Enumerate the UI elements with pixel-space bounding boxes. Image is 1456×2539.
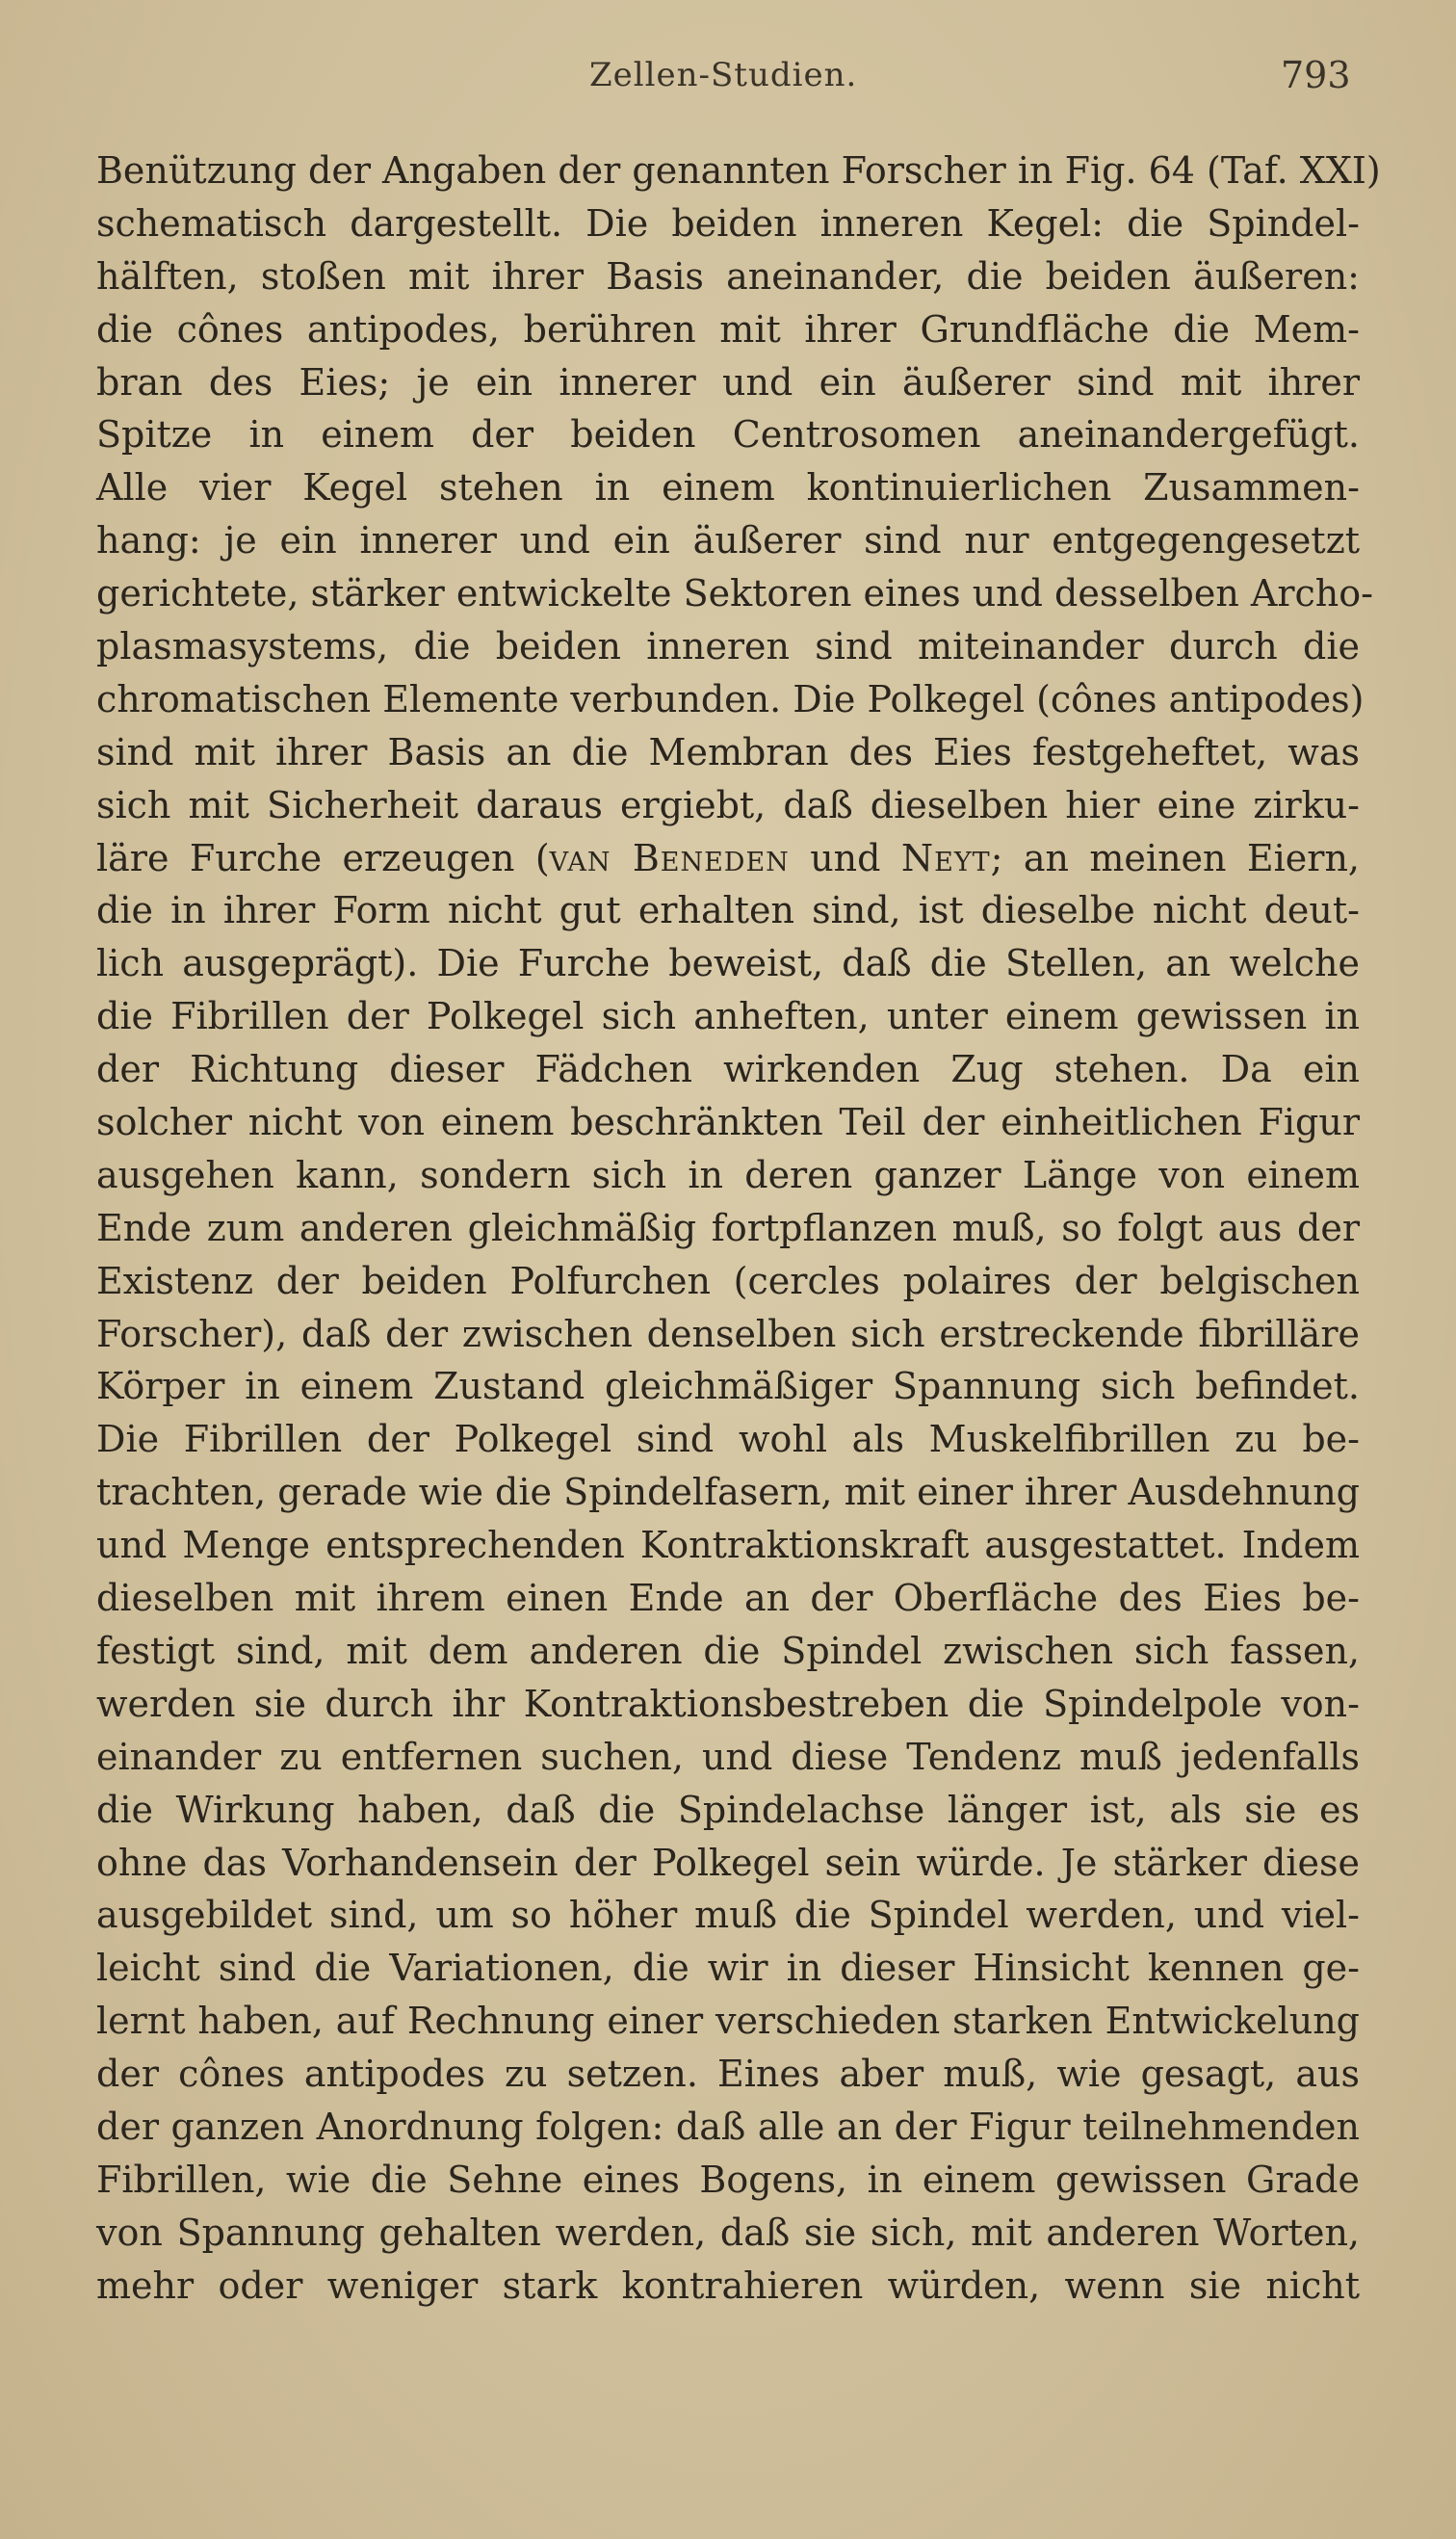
text-line: Die Fibrillen der Polkegel sind wohl als Muskelfibrillen zu be- xyxy=(96,1418,1360,1461)
text-line: bran des Eies; je ein innerer und ein äußerer sind mit ihrer xyxy=(96,360,1360,404)
text-line: lernt haben, auf Rechnung einer verschieden starken Entwickelung xyxy=(96,2000,1360,2043)
text-line: chromatischen Elemente verbunden. Die Polkegel (cônes antipodes) xyxy=(96,677,1365,720)
text-line: werden sie durch ihr Kontraktionsbestreben die Spindelpole von- xyxy=(96,1682,1360,1725)
text-line: sind mit ihrer Basis an die Membran des Eies festgeheftet, was xyxy=(96,730,1360,773)
text-line: Benützung der Angaben der genannten Forscher in Fig. 64 (Taf. XXI) xyxy=(96,149,1381,192)
text-line: und Menge entsprechenden Kontraktionskraft ausgestattet. Indem xyxy=(96,1524,1360,1567)
citation-before: läre Furche erzeugen ( xyxy=(96,836,550,879)
text-line: mehr oder weniger stark kontrahieren würden, wenn sie nicht xyxy=(96,2264,1360,2307)
text-line: der ganzen Anordnung folgen: daß alle an der Figur teilnehmenden xyxy=(96,2105,1360,2148)
text-line: lich ausgeprägt). Die Furche beweist, daß die Stellen, an welche xyxy=(96,942,1360,985)
text-line: ausgehen kann, sondern sich in deren ganzer Länge von einem xyxy=(96,1153,1360,1196)
author-name: van Beneden xyxy=(549,836,790,879)
body-text xyxy=(96,144,1381,2313)
text-line: trachten, gerade wie die Spindelfasern, mit einer ihrer Ausdehnung xyxy=(96,1471,1360,1514)
text-line: hälften, stoßen mit ihrer Basis aneinander, die beiden äußeren: xyxy=(96,254,1360,298)
text-line: leicht sind die Variationen, die wir in dieser Hinsicht kennen ge- xyxy=(96,1947,1360,1990)
text-line: sich mit Sicherheit daraus ergiebt, daß dieselben hier eine zirku- xyxy=(96,783,1360,826)
text-line: einander zu entfernen suchen, und diese Tendenz muß jedenfalls xyxy=(96,1735,1360,1778)
text-line: Körper in einem Zustand gleichmäßiger Spannung sich befindet. xyxy=(96,1365,1360,1408)
text-line: der cônes antipodes zu setzen. Eines aber muß, wie gesagt, aus xyxy=(96,2053,1360,2096)
citation-middle: und xyxy=(789,836,901,879)
citation-after: ; an meinen Eiern, xyxy=(990,836,1360,879)
text-line: Spitze in einem der beiden Centrosomen aneinandergefügt. xyxy=(96,413,1360,457)
running-title: Zellen-Studien. xyxy=(589,56,858,94)
text-line: Fibrillen, wie die Sehne eines Bogens, in einem gewissen Grade xyxy=(96,2158,1360,2201)
text-line: gerichtete, stärker entwickelte Sektoren eines und desselben Archo- xyxy=(96,572,1373,615)
text-line: der Richtung dieser Fädchen wirkenden Zug stehen. Da ein xyxy=(96,1048,1360,1091)
text-line: ohne das Vorhandensein der Polkegel sein würde. Je stärker diese xyxy=(96,1841,1360,1884)
text-line: solcher nicht von einem beschränkten Teil der einheitlichen Figur xyxy=(96,1101,1360,1144)
running-head xyxy=(0,56,1456,114)
text-line-with-citation xyxy=(96,832,1360,885)
text-line: Alle vier Kegel stehen in einem kontinuierlichen Zusammen- xyxy=(96,466,1360,510)
text-line: schematisch dargestellt. Die beiden inneren Kegel: die Spindel- xyxy=(96,201,1360,245)
text-line: festigt sind, mit dem anderen die Spindel zwischen sich fassen, xyxy=(96,1629,1360,1672)
text-line: plasmasystems, die beiden inneren sind miteinander durch die xyxy=(96,625,1360,668)
page-number: 793 xyxy=(1281,54,1351,96)
text-line: die Fibrillen der Polkegel sich anheften, unter einem gewissen in xyxy=(96,995,1360,1038)
text-line: die cônes antipodes, berühren mit ihrer Grundfläche die Mem- xyxy=(96,307,1360,351)
text-line: ausgebildet sind, um so höher muß die Spindel werden, und viel- xyxy=(96,1894,1360,1937)
text-line: die Wirkung haben, daß die Spindelachse länger ist, als sie es xyxy=(96,1788,1360,1831)
author-name: Neyt xyxy=(900,836,991,879)
text-line: Forscher), daß der zwischen denselben sich erstreckende fibrilläre xyxy=(96,1312,1360,1355)
text-line: Ende zum anderen gleichmäßig fortpflanzen muß, so folgt aus der xyxy=(96,1206,1360,1249)
text-line: die in ihrer Form nicht gut erhalten sind, ist dieselbe nicht deut- xyxy=(96,889,1360,932)
text-line: hang: je ein innerer und ein äußerer sind nur entgegengesetzt xyxy=(96,519,1360,563)
text-line: Existenz der beiden Polfurchen (cercles polaires der belgischen xyxy=(96,1259,1360,1302)
text-line: von Spannung gehalten werden, daß sie sich, mit anderen Worten, xyxy=(96,2211,1360,2254)
text-line: dieselben mit ihrem einen Ende an der Oberfläche des Eies be- xyxy=(96,1577,1360,1620)
